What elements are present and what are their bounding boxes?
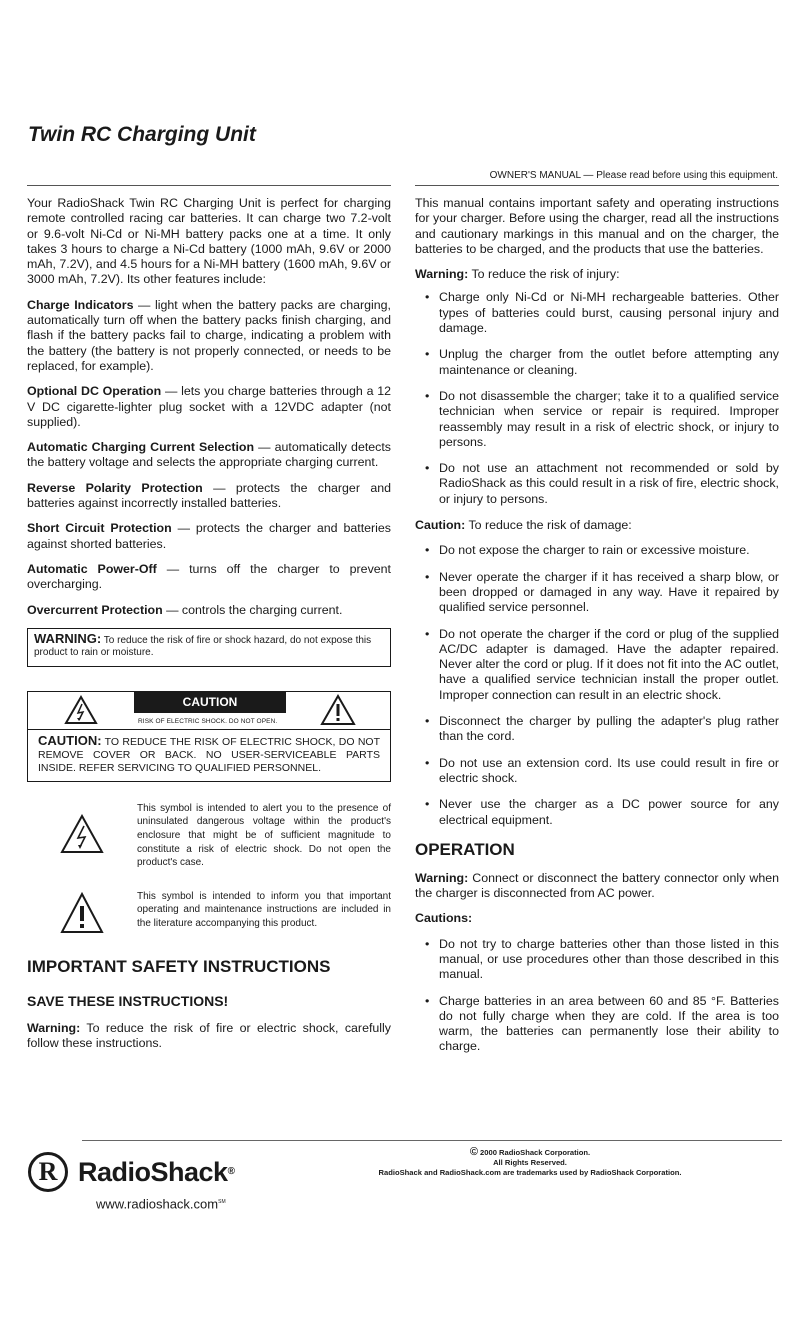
copyright-notice: [330, 1147, 730, 1178]
damage-caution-label: Caution:: [415, 518, 466, 533]
list-item: • Charge batteries in an area between 60 and 85 °F. Batteries do not fully charge when they are cold. If the area is too warm, the batteries can permanently lose their ability to charge.: [415, 994, 779, 1055]
list-item: • Never operate the charger if it has received a sharp blow, or been dropped or damaged in any way. Have it repaired by qualified service personnel.: [415, 570, 779, 616]
copyright-text: 2000 RadioShack Corporation.: [477, 1148, 591, 1157]
damage-caution-list: [415, 543, 779, 827]
list-item: • Charge only Ni-Cd or Ni-MH rechargeable batteries. Other types of batteries could burst, causing personal injury and damage.: [415, 290, 779, 336]
operation-heading: OPERATION: [415, 839, 515, 859]
safety-warning-text: To reduce the risk of fire or electric shock, carefully follow these instructions.: [27, 1020, 391, 1051]
caution-box-body: [28, 730, 390, 781]
feature-item: [27, 562, 391, 593]
page-subtitle: OWNER'S MANUAL — Please read before using this equipment.: [489, 170, 778, 181]
feature-desc: — protects the charger and batteries against incorrectly installed batteries.: [27, 480, 391, 511]
damage-caution-text: To reduce the risk of damage:: [465, 518, 632, 533]
save-instructions-heading: SAVE THESE INSTRUCTIONS!: [27, 992, 229, 1009]
feature-name: Overcurrent Protection: [27, 602, 163, 617]
symbol-description: This symbol is intended to inform you that important operating and maintenance instructions are included in the literature accompanying this product.: [137, 890, 391, 929]
list-item: • Do not use an attachment not recommended or sold by RadioShack as this could result in a risk of fire, electric shock, or injury to persons.: [415, 461, 779, 507]
symbol-explanation-exclamation: [27, 890, 391, 934]
lightning-warning-icon: [28, 692, 134, 729]
feature-name: Automatic Charging Current Selection: [27, 440, 255, 455]
copyright-line: [330, 1147, 730, 1158]
feature-name: Optional DC Operation: [27, 384, 162, 399]
feature-desc: — turns off the charger to prevent overcharging.: [27, 561, 391, 592]
right-column: [415, 196, 779, 1066]
safety-heading: IMPORTANT SAFETY INSTRUCTIONS: [27, 956, 331, 976]
feature-name: Reverse Polarity Protection: [27, 480, 203, 495]
lightning-symbol-icon: [27, 802, 137, 870]
safety-warning-label: Warning:: [27, 1020, 81, 1035]
operation-warning-label: Warning:: [415, 870, 469, 885]
list-item: • Disconnect the charger by pulling the adapter's plug rather than the cord.: [415, 714, 779, 745]
feature-desc: — lets you charge batteries through a 12 V DC cigarette-lighter plug socket with a 12VDC adapter (not supplied).: [27, 384, 392, 429]
symbol-description: This symbol is intended to alert you to the presence of uninsulated dangerous voltage within the product's enclosure that might be of sufficient magnitude to constitute a risk of electric shock. Do not open the product's case.: [137, 802, 391, 869]
exclamation-symbol-icon: [27, 890, 137, 934]
caution-banner: CAUTION: [134, 692, 286, 713]
warning-box: [27, 628, 391, 667]
injury-warning: [415, 267, 779, 282]
feature-item: [27, 440, 391, 471]
feature-name: Charge Indicators: [27, 297, 134, 312]
copyright-line: All Rights Reserved.: [493, 1158, 567, 1167]
operation-warning: [415, 871, 779, 902]
caution-box: [27, 691, 391, 782]
list-item: • Never use the charger as a DC power source for any electrical equipment.: [415, 797, 779, 828]
injury-warning-label: Warning:: [415, 267, 469, 282]
intro-paragraph: Your RadioShack Twin RC Charging Unit is perfect for charging remote controlled racing car batteries. It can charge two 7.2-volt or 9.6-volt Ni-Cd or Ni-MH battery packs one at a time. It only takes 3 hours to charge a Ni-Cd battery (1000 mAh, 9.6V or 2000 mAh, 7.2V), and 4.5 hours for a Ni-MH battery (1600 mAh, 9.6V or 3000 mAh, 7.2V). Its other features include:: [27, 196, 391, 287]
feature-desc: — controls the charging current.: [162, 602, 343, 617]
left-column: [27, 196, 391, 1061]
feature-desc: — light when the battery packs are charging, automatically turn off when the battery packs finish charging, and flash if the battery packs fail to charge, indicating a problem with the battery (the battery is not properly connected, or needs to be replaced, for example).: [27, 297, 391, 373]
injury-warning-text: To reduce the risk of injury:: [468, 267, 620, 282]
feature-item: [27, 298, 391, 374]
feature-item: [27, 481, 391, 512]
operation-warning-text: Connect or disconnect the battery connector only when the charger is disconnected from AC power.: [415, 870, 779, 901]
logo-word-text: RadioShack: [78, 1157, 228, 1187]
warning-box-label: WARNING:: [34, 630, 102, 646]
page-title: Twin RC Charging Unit: [28, 123, 256, 146]
list-item: • Do not try to charge batteries other than those listed in this manual, or use procedures other than those described in this manual.: [415, 937, 779, 983]
caution-box-header: [28, 692, 390, 730]
radioshack-logo: [28, 1150, 268, 1214]
list-item: • Do not use an extension cord. Its use could result in fire or electric shock.: [415, 756, 779, 787]
damage-caution: [415, 518, 779, 533]
caution-box-label: CAUTION:: [38, 732, 102, 748]
feature-item: [27, 521, 391, 552]
right-intro-paragraph: This manual contains important safety and operating instructions for your charger. Before using the charger, read all the instructions and cautionary markings in this manual and on the charger, the batteries to be charged, and the products that use the batteries.: [415, 196, 779, 256]
feature-name: Short Circuit Protection: [27, 521, 172, 536]
list-item: • Unplug the charger from the outlet before attempting any maintenance or cleaning.: [415, 347, 779, 378]
feature-name: Automatic Power-Off: [27, 561, 157, 576]
copyright-line: RadioShack and RadioShack.com are trademarks used by RadioShack Corporation.: [378, 1168, 682, 1177]
safety-warning: [27, 1021, 391, 1052]
exclamation-warning-icon: [286, 692, 390, 729]
injury-warning-list: [415, 290, 779, 507]
right-column-rule: [415, 185, 779, 186]
logo-url-text: www.radioshack.com: [96, 1196, 219, 1212]
cautions-label: Cautions:: [415, 911, 473, 926]
registered-mark: ®: [227, 1166, 235, 1177]
feature-item: [27, 603, 391, 618]
operation-cautions-list: [415, 937, 779, 1055]
logo-url: [96, 1194, 226, 1212]
copyright-symbol: ©: [469, 1146, 478, 1158]
service-mark: SM: [218, 1199, 226, 1205]
list-item: • Do not operate the charger if the cord or plug of the supplied AC/DC adapter is damaged. Have the adapter repaired. Never alter the cord or plug. If it does not fit into the AC outlet, have a qualified service technician install the proper outlet. Improper connection can result in an electric shock.: [415, 627, 779, 703]
feature-item: [27, 384, 391, 430]
list-item: • Do not expose the charger to rain or excessive moisture.: [415, 543, 779, 558]
feature-desc: — protects the charger and batteries against shorted batteries.: [27, 521, 391, 551]
left-column-rule: [27, 185, 391, 186]
logo-r-mark: R: [28, 1152, 68, 1192]
feature-desc: — automatically detects the battery voltage and selects the appropriate charging current.: [27, 440, 392, 470]
footer-rule: [82, 1140, 782, 1141]
caution-box-text: TO REDUCE THE RISK OF ELECTRIC SHOCK, DO NOT REMOVE COVER OR BACK. NO USER-SERVICEABLE PARTS INSIDE. REFER SERVICING TO QUALIFIED PERSONNEL.: [38, 735, 380, 774]
list-item: • Do not disassemble the charger; take it to a qualified service technician when service or repair is required. Improper reassembly may result in a risk of electric shock, or injury to persons.: [415, 389, 779, 450]
symbol-explanation-lightning: [27, 802, 391, 870]
logo-wordmark: [78, 1156, 234, 1188]
warning-box-text: To reduce the risk of fire or shock hazard, do not expose this product to rain or moisture.: [34, 634, 372, 659]
caution-subtext: RISK OF ELECTRIC SHOCK. DO NOT OPEN.: [138, 717, 278, 725]
